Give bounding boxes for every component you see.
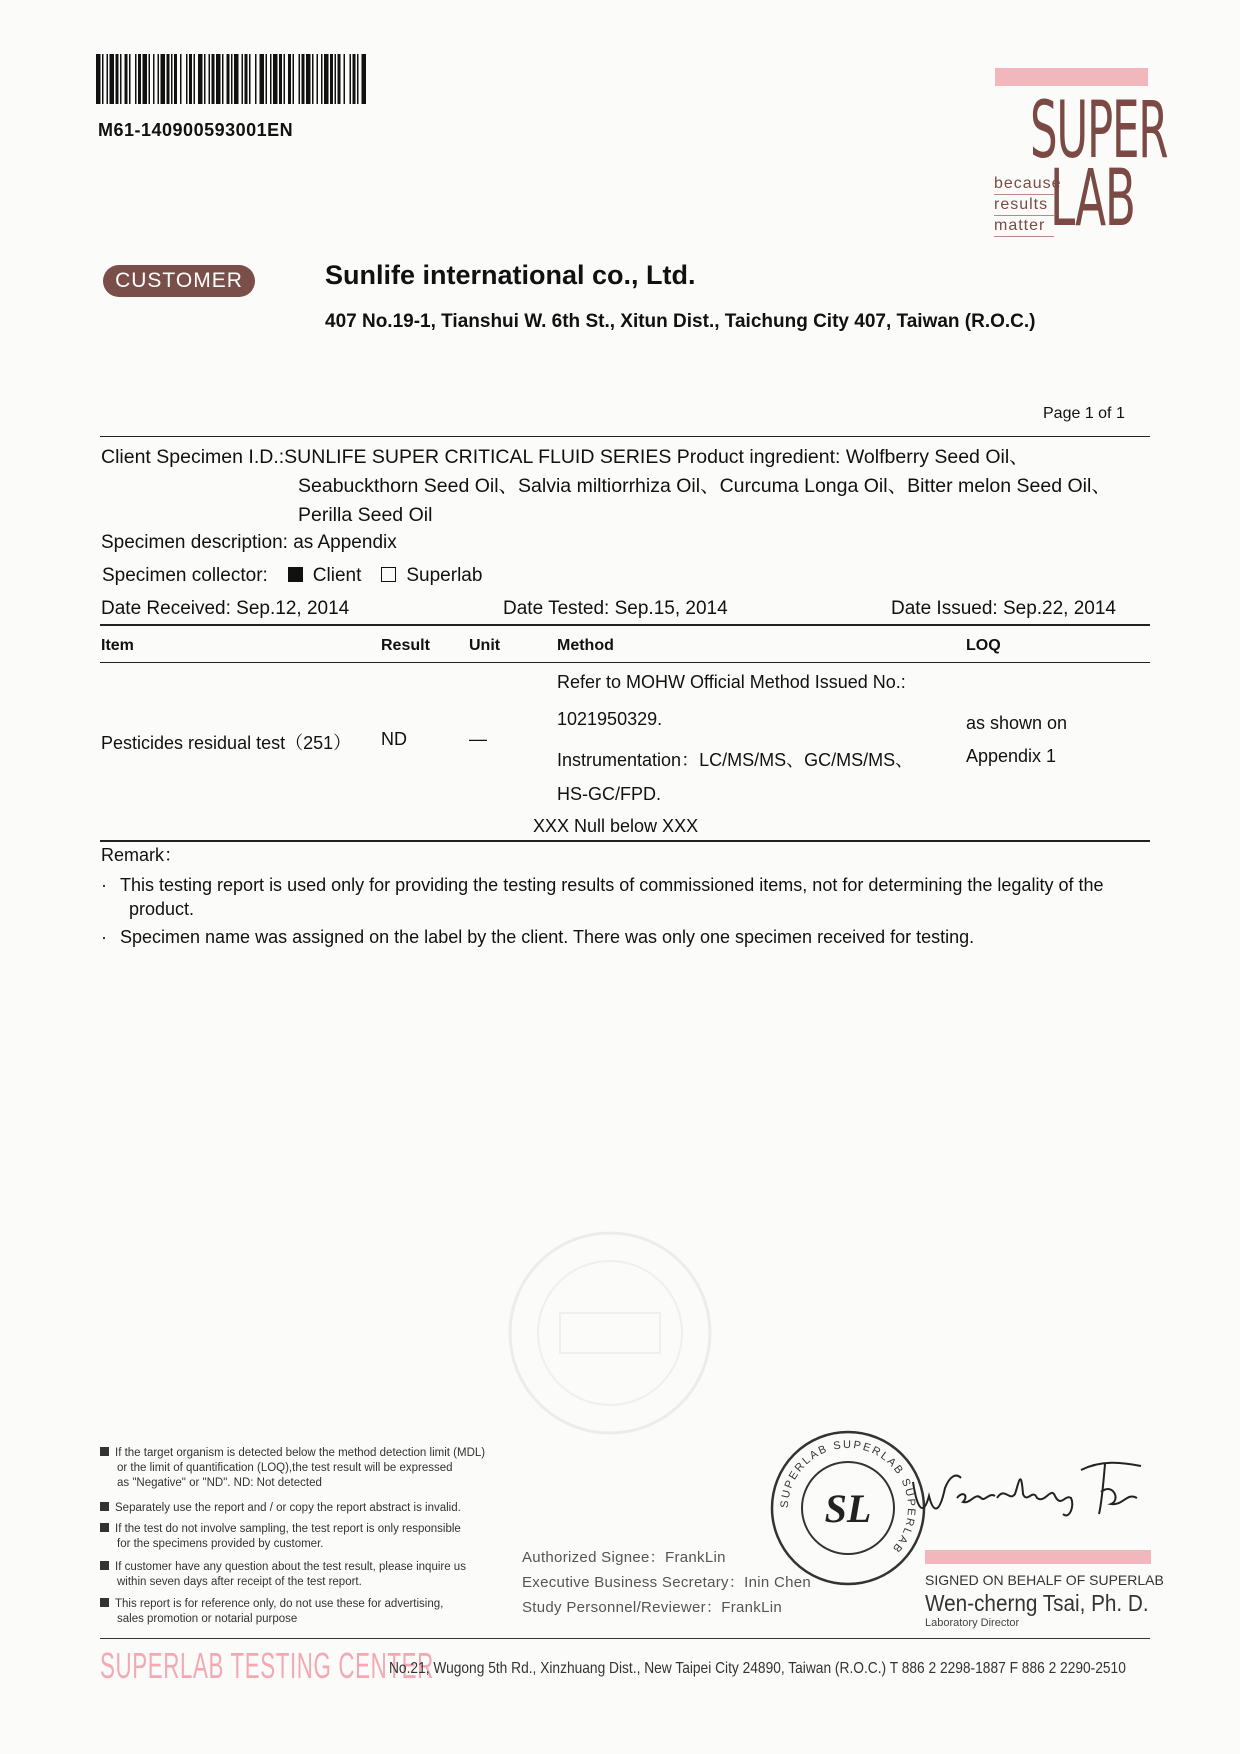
superlab-stamp-icon xyxy=(768,1428,928,1588)
logo-super-text: SUPER xyxy=(1030,86,1168,176)
barcode-bar xyxy=(249,54,251,104)
tagline-line: results xyxy=(994,195,1054,216)
logo-lab-text: LAB xyxy=(1050,154,1135,244)
footnote xyxy=(100,1522,500,1552)
barcode-bar xyxy=(96,54,101,104)
footnote-line: sales promotion or notarial purpose xyxy=(117,1613,298,1625)
barcode-bar xyxy=(306,54,311,104)
footnote-line: or the limit of quantification (LOQ),the test result will be expressed xyxy=(117,1462,453,1474)
barcode-bar xyxy=(299,54,301,104)
barcode-bar xyxy=(338,54,341,104)
customer-address: 407 No.19-1, Tianshui W. 6th St., Xitun Dist., Taichung City 407, Taiwan (R.O.C.) xyxy=(325,311,1036,332)
barcode-bar xyxy=(273,54,278,104)
signature-accent-bar xyxy=(925,1550,1151,1564)
barcode-bar xyxy=(362,54,367,104)
cell-item: Pesticides residual test（251） xyxy=(101,733,352,753)
bullet-square-icon xyxy=(100,1523,109,1532)
footnote-line: within seven days after receipt of the test report. xyxy=(117,1576,362,1588)
date-received: Date Received: Sep.12, 2014 xyxy=(101,598,350,619)
cell-method-line: Instrumentation：LC/MS/MS、GC/MS/MS、 xyxy=(557,750,914,770)
footnote xyxy=(100,1597,500,1627)
barcode-bar xyxy=(270,54,272,104)
tagline-line: because xyxy=(994,174,1054,195)
bullet-square-icon xyxy=(100,1447,109,1456)
barcode-bar xyxy=(266,54,268,104)
tagline-line: matter xyxy=(994,216,1054,237)
column-header-item: Item xyxy=(101,637,134,654)
column-header-unit: Unit xyxy=(469,637,501,654)
barcode-bar xyxy=(153,54,155,104)
remark-title: Remark： xyxy=(101,845,183,865)
barcode-bar xyxy=(167,54,170,104)
specimen-id-line: Seabuckthorn Seed Oil、Salvia miltiorrhiza Oil、Curcuma Longa Oil、Bitter melon Seed Oil、 xyxy=(298,475,1111,497)
remark-item: This testing report is used only for providing the testing results of commissioned items, not for determining the legality of the xyxy=(120,875,1104,895)
specimen-id xyxy=(101,443,1141,530)
bullet-square-icon xyxy=(100,1598,109,1607)
remark-item: product. xyxy=(129,899,195,919)
authorized-signee: Authorized Signee：FrankLin xyxy=(522,1549,726,1566)
signer-name: Wen-cherng Tsai, Ph. D. xyxy=(925,1590,1149,1616)
barcode-bar xyxy=(216,54,221,104)
table-top-rule xyxy=(100,624,1150,626)
barcode-bar xyxy=(116,54,119,104)
footnote-line: If the test do not involve sampling, the test report is only responsible xyxy=(115,1523,461,1535)
table-header-rule xyxy=(100,662,1150,663)
logo-accent-bar xyxy=(995,68,1148,86)
footnote-line: as "Negative" or "ND". ND: Not detected xyxy=(117,1477,322,1489)
barcode-bar xyxy=(189,54,192,104)
barcode-bar xyxy=(186,54,188,104)
barcode-bar xyxy=(212,54,215,104)
footnote-line: for the specimens provided by customer. xyxy=(117,1538,324,1550)
barcode-bar xyxy=(353,54,356,104)
cell-method-line: HS-GC/FPD. xyxy=(557,784,662,804)
bullet-square-icon xyxy=(100,1561,109,1570)
barcode-bar xyxy=(209,54,211,104)
barcode-bar xyxy=(129,54,131,104)
barcode-bar xyxy=(138,54,141,104)
barcode-bar xyxy=(161,54,166,104)
barcode-bar xyxy=(120,54,122,104)
barcode-bar xyxy=(260,54,265,104)
barcode-bar xyxy=(234,54,239,104)
remark-item: Specimen name was assigned on the label by the client. There was only one specimen received for testing. xyxy=(120,927,975,947)
barcode-bar xyxy=(194,54,196,104)
barcode-bar xyxy=(344,54,346,104)
barcode-bar xyxy=(245,54,248,104)
footnote xyxy=(100,1501,500,1516)
date-issued: Date Issued: Sep.22, 2014 xyxy=(891,598,1116,619)
barcode-bar xyxy=(284,54,286,104)
specimen-id-line: Perilla Seed Oil xyxy=(298,504,433,526)
null-below-line: XXX Null below XXX xyxy=(533,816,699,836)
checkbox-checked-icon xyxy=(288,567,303,582)
executive-secretary: Executive Business Secretary：Inin Chen xyxy=(522,1574,812,1591)
remark-bullet: · xyxy=(101,927,107,947)
cell-method-line: Refer to MOHW Official Method Issued No.: xyxy=(557,672,906,692)
barcode-bar xyxy=(312,54,314,104)
barcode-bar xyxy=(302,54,305,104)
barcode-bar xyxy=(110,54,115,104)
barcode-bar xyxy=(317,54,319,104)
logo-tagline xyxy=(994,174,1062,237)
footnote xyxy=(100,1446,500,1491)
barcode-bar xyxy=(174,54,177,104)
cell-loq-line: Appendix 1 xyxy=(966,746,1057,766)
column-header-loq: LOQ xyxy=(966,637,1001,654)
barcode-bar xyxy=(330,54,333,104)
report-number: M61-140900593001EN xyxy=(98,120,294,140)
barcode-bar xyxy=(293,54,295,104)
footnote-line: Separately use the report and / or copy the report abstract is invalid. xyxy=(115,1502,461,1514)
barcode-bar xyxy=(231,54,233,104)
barcode-bar xyxy=(324,54,329,104)
barcode-bar xyxy=(227,54,230,104)
column-header-method: Method xyxy=(557,637,614,654)
cell-unit: — xyxy=(469,729,487,749)
footnote-line: If the target organism is detected below the method detection limit (MDL) xyxy=(115,1447,486,1459)
barcode-bar xyxy=(242,54,244,104)
barcode-bar xyxy=(180,54,182,104)
barcode-bar xyxy=(102,54,104,104)
barcode-bar xyxy=(149,54,151,104)
checkbox-empty-icon xyxy=(381,567,396,582)
handwritten-signature xyxy=(905,1448,1150,1528)
specimen-collector xyxy=(102,565,482,587)
bullet-square-icon xyxy=(100,1502,109,1511)
table-bottom-rule xyxy=(100,840,1150,842)
svg-text:SL: SL xyxy=(824,1486,872,1531)
barcode-bar xyxy=(222,54,224,104)
collector-superlab: Superlab xyxy=(406,565,483,586)
signer-title: Laboratory Director xyxy=(925,1617,1020,1629)
barcode-bar xyxy=(135,54,137,104)
footnote xyxy=(100,1560,500,1590)
customer-label: CUSTOMER xyxy=(103,265,255,297)
collector-label: Specimen collector: xyxy=(102,565,268,586)
cell-loq-line: as shown on xyxy=(966,713,1068,733)
barcode-bar xyxy=(198,54,203,104)
customer-name: Sunlife international co., Ltd. xyxy=(325,260,696,290)
footnote-line: This report is for reference only, do not use these for advertising, xyxy=(115,1598,444,1610)
footer-rule xyxy=(100,1638,1150,1639)
page-number: Page 1 of 1 xyxy=(1043,405,1125,422)
specimen-description: Specimen description: as Appendix xyxy=(101,532,397,553)
barcode-bar xyxy=(143,54,148,104)
date-tested: Date Tested: Sep.15, 2014 xyxy=(503,598,728,619)
watermark-seal-icon xyxy=(505,1228,715,1438)
barcode-bar xyxy=(107,54,109,104)
barcode-bar xyxy=(255,54,257,104)
cell-result: ND xyxy=(381,729,407,749)
barcode-bar xyxy=(288,54,291,104)
barcode-bar xyxy=(321,54,323,104)
barcode-bar xyxy=(279,54,282,104)
barcode-bar xyxy=(158,54,160,104)
column-header-result: Result xyxy=(381,637,430,654)
divider xyxy=(100,436,1150,437)
barcode-image xyxy=(88,54,366,104)
barcode-bar xyxy=(350,54,352,104)
collector-client: Client xyxy=(312,565,362,586)
signed-on-behalf: SIGNED ON BEHALF OF SUPERLAB xyxy=(925,1572,1164,1588)
barcode-bar xyxy=(171,54,173,104)
barcode-bar xyxy=(125,54,128,104)
barcode-bar xyxy=(204,54,206,104)
remark-bullet: · xyxy=(101,875,107,895)
specimen-id-line: Client Specimen I.D.:SUNLIFE SUPER CRITICAL FLUID SERIES Product ingredient: Wolfberry Seed Oil、 xyxy=(101,446,1029,468)
barcode-bar xyxy=(335,54,337,104)
footer-address: No.21, Wugong 5th Rd., Xinzhuang Dist., New Taipei City 24890, Taiwan (R.O.C.) T 886 2 2298-1887 F 886 2 2290-2510 xyxy=(389,1660,1126,1677)
study-reviewer: Study Personnel/Reviewer：FrankLin xyxy=(522,1599,783,1616)
cell-method-line: 1021950329. xyxy=(557,709,663,729)
footnote-line: If customer have any question about the test result, please inquire us xyxy=(115,1561,466,1573)
barcode-bar xyxy=(357,54,359,104)
svg-text:SUPERLAB SUPERLAB SUPERLAB: SUPERLAB SUPERLAB SUPERLAB xyxy=(778,1438,918,1556)
testing-center-name: SUPERLAB TESTING CENTER xyxy=(100,1645,434,1686)
